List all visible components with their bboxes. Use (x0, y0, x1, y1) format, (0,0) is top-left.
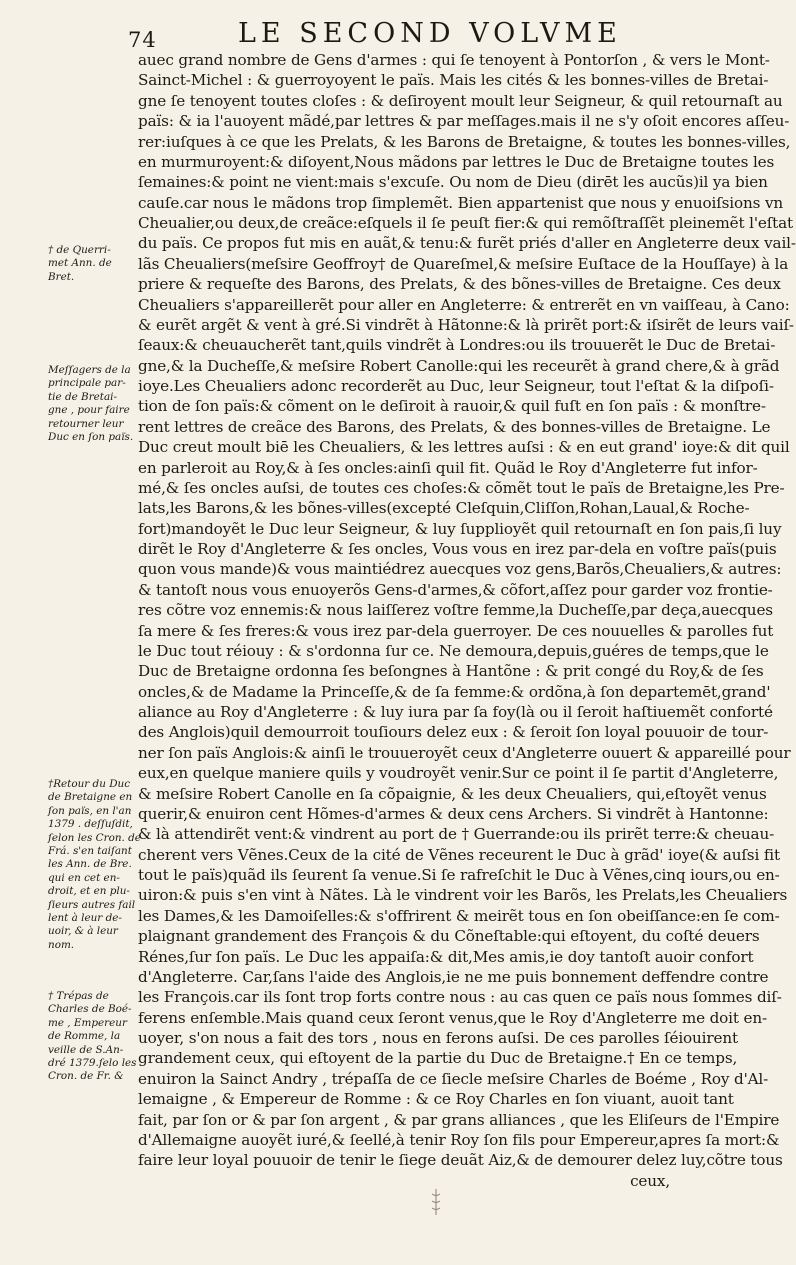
text-line: Cheualier,ou deux,de creãce:eſquels il ſe peuſt fier:& qui remõſtraſſẽt pleinemẽt l'eſtat (138, 214, 793, 232)
margin-note-line: Duc en ſon païs. (48, 431, 134, 444)
text-line: ceux, (630, 1171, 670, 1190)
text-line: Duc creut moult biē les Cheualiers, & les lettres auſsi : & en eut grand' ioye:& dit quil (138, 438, 790, 457)
margin-note-line: Frá. s'en taiſant (48, 845, 132, 858)
running-head: LE SECOND VOLVME (238, 18, 622, 49)
text-line: uiron:& puis s'en vint à Nãtes. Là le vindrent voir les Barõs, les Prelats,les Cheualiers (138, 886, 788, 905)
text-line: d'Angleterre. Car,ſans l'aide des Anglois,ie ne me puis bonnement deffendre contre (138, 967, 769, 986)
margin-note-line: principale par- (48, 377, 126, 390)
margin-note (48, 364, 136, 444)
text-line: le Duc tout réiouy : & s'ordonna ſur ce. Ne demoura,depuis,guéres de temps,que le (138, 641, 769, 660)
margin-note-line: tie de Bretai- (48, 390, 118, 403)
text-line: en parleroit au Roy,& à ſes oncles:ainſi quil fit. Quãd le Roy d'Angleterre fut infor- (138, 458, 758, 477)
margin-note (48, 778, 141, 952)
text-line: les François.car ils ſont trop forts contre nous : au cas quen ce païs nous ſommes diſ- (138, 988, 782, 1007)
text-line: eux,en quelque maniere quils y voudroyẽt venir.Sur ce point il ſe partit d'Angleterre, (138, 764, 779, 783)
margin-note-line: uoir, & à leur (48, 925, 118, 938)
text-line: mé,& ſes oncles auſsi, de toutes ces choſes:& cõmẽt tout le païs de Bretaigne,les Pre- (138, 478, 785, 497)
text-line: les Dames,& les Damoiſelles:& s'offrirent & meirẽt tous en ſon obeiſſance:en ſe com- (138, 906, 780, 925)
text-line: en murmuroyent:& diſoyent,Nous mãdons par lettres le Duc de Bretaigne toutes les (138, 152, 775, 171)
text-line: tion de ſon païs:& cõment on le deſiroit à rauoir,& quil fuſt en ſon païs : & monſtre- (138, 397, 766, 416)
text-line: du païs. Ce propos fut mis en auãt,& tenu:& furẽt priés d'aller en Angleterre deux vail- (138, 234, 796, 253)
margin-note-line: † de Querri- (48, 244, 111, 256)
margin-note-line: nom. (48, 938, 75, 951)
text-line: lats,les Barons,& les bõnes-villes(excepté Cleſquin,Cliſſon,Rohan,Laual,& Roche- (138, 499, 750, 518)
text-line: Cheualiers s'appareillerẽt pour aller en Angleterre: & entrerẽt en vn vaiſſeau, à Cano: (138, 295, 790, 314)
text-line: ſeaux:& cheuaucherẽt tant,quils vindrẽt à Londres:ou ils trouuerẽt le Duc de Bretai- (138, 336, 776, 355)
text-line: & là attendirẽt vent:& vindrent au port de † Guerrande:ou ils prirẽt terre:& cheuau- (138, 825, 775, 844)
text-line: ioye.Les Cheualiers adonc recorderẽt au Duc, leur Seigneur, tout l'eſtat & la diſpoſi- (138, 377, 774, 395)
margin-note-line: ſon païs, en l'an (48, 804, 132, 817)
margin-note-line: dré 1379.ſelo les (48, 1057, 137, 1070)
text-line: lemaigne , & Empereur de Romme : & ce Roy Charles en ſon viuant, auoit tant (138, 1090, 734, 1109)
margin-note-line: †Retour du Duc (48, 778, 131, 790)
text-line: païs: & ia l'auoyent mãdé,par lettres & par meſſages.mais il ne s'y oſoit encores aſſeu- (138, 112, 790, 131)
margin-note-line: veille de S.An- (48, 1043, 124, 1056)
body-text (138, 50, 796, 1191)
margin-note-line: retourner leur (48, 417, 124, 430)
text-line: querir,& enuiron cent Hõmes-d'armes & deux cens Archers. Si vindrẽt à Hantonne: (138, 804, 769, 823)
text-line: ſemaines:& point ne vient:mais s'excuſe. Ou nom de Dieu (dirēt les aucũs)il ya bien (138, 173, 768, 192)
text-line: enuiron la Sainct Andry , trépaſſa de ce ſiecle meſsire Charles de Boéme , Roy d'Al- (138, 1069, 769, 1088)
margin-note-line: gne , pour faire (48, 404, 130, 417)
text-line: lãs Cheualiers(meſsire Geoffroy† de Quareſmel,& meſsire Euſtace de la Houſſaye) à la (138, 254, 789, 273)
text-line: & tantoſt nous vous enuoyerõs Gens-d'armes,& cõfort,aſſez pour garder voz frontie- (138, 580, 773, 599)
text-line: rent lettres de creãce des Barons, des Prelats, & des bonnes-villes de Bretaigne. Le (138, 417, 771, 436)
margin-note-line: † Trépas de (48, 990, 109, 1002)
text-line: d'Allemaigne auoyẽt iuré,& ſeellé,à tenir Roy ſon fils pour Empereur,apres ſa mort:& (138, 1130, 780, 1149)
text-line: ſa mere & ſes freres:& vous irez par-dela guerroyer. De ces nouuelles & parolles fut (138, 621, 774, 640)
margin-note-line: qui en cet en- (48, 871, 120, 884)
text-line: & meſsire Robert Canolle en ſa cõpaignie, & les deux Cheualiers, qui,eſtoyẽt venus (138, 784, 767, 803)
text-line: des Anglois)quil demourroit touſiours delez eux : & ſeroit ſon loyal pouuoir de tour- (138, 723, 769, 742)
text-line: Sainct-Michel : & guerroyoyent le païs. Mais les cités & les bonnes-villes de Bretai- (138, 71, 769, 90)
margin-note-line: 1379 . deſſuſdit, (48, 818, 133, 831)
margin-note-line: ſieurs autres fail (48, 898, 136, 911)
margin-note-line: les Ann. de Bre. (48, 858, 132, 871)
margin-note (48, 244, 136, 284)
text-line: tout le païs)quãd ils ſeurent ſa venue.Si ſe rafreſchit le Duc à Vẽnes,cinq iours,ou en- (138, 866, 780, 884)
text-line: auec grand nombre de Gens d'armes : qui ſe tenoyent à Pontorſon , & vers le Mont- (138, 51, 770, 69)
margin-note-line: droit, et en plu- (48, 885, 130, 898)
text-line: aliance au Roy d'Angleterre : & luy iura par ſa foy(là ou il ſeroit haſtiuemẽt conforté (138, 703, 773, 721)
margin-note-line: de Bretaigne en (48, 791, 133, 804)
text-line: ner ſon païs Anglois:& ainſi le trouueroyẽt ceux d'Angleterre ouuert & appareillé pour (138, 743, 791, 762)
text-line: ferens enſemble.Mais quand ceux ſeront venus,que le Roy d'Angleterre me doit en- (138, 1008, 767, 1027)
text-line: faire leur loyal pouuoir de tenir le ſiege deuãt Aiz,& de demourer delez luy,cõtre tous (138, 1151, 783, 1170)
margin-note (48, 990, 136, 1084)
margin-note-line: Cron. de Fr. & (48, 1070, 124, 1083)
text-line: cauſe.car nous le mãdons trop ſimplemẽt. Bien appartenist que nous y enuoiſsions vn (138, 193, 784, 212)
text-line: oncles,& de Madame la Princeſſe,& de ſa femme:& ordõna,à ſon departemēt,grand' (138, 682, 771, 701)
text-line: Duc de Bretaigne ordonna ſes beſongnes à Hantõne : & prit congé du Roy,& de ſes (138, 662, 764, 681)
text-line: fort)mandoyẽt le Duc leur Seigneur, & luy ſupplioyẽt quil retournaſt en ſon pais,ſi luy (138, 519, 782, 538)
margin-note-line: ſelon les Cron. de (48, 831, 141, 844)
text-line: gne ſe tenoyent toutes cloſes : & deſiroyent moult leur Seigneur, & quil retournaſt au (138, 91, 783, 110)
text-line: priere & requeſte des Barons, des Prelats, & des bõnes-villes de Bretaigne. Ces deux (138, 275, 781, 294)
margin-note-line: Bret. (48, 270, 75, 283)
text-line: & eurẽt argẽt & vent à gré.Si vindrẽt à Hãtonne:& là prirẽt port:& iſsirẽt de leurs vaiſ- (138, 315, 794, 334)
text-line: grandement ceux, qui eſtoyent de la partie du Duc de Bretaigne.† En ce temps, (138, 1049, 738, 1068)
margin-note-line: lent à leur de- (48, 912, 122, 925)
text-line: cherent vers Vẽnes.Ceux de la cité de Vẽnes receurent le Duc à grãd' ioye(& auſsi fit (138, 845, 780, 864)
margin-note-line: me , Empereur (48, 1016, 127, 1029)
page-number: 74 (128, 28, 157, 52)
margin-note-line: Charles de Boé- (48, 1003, 132, 1016)
ornament-icon (430, 1188, 442, 1216)
margin-note-line: Meſſagers de la (48, 364, 131, 376)
text-line: res cõtre voz ennemis:& nous laiſſerez voſtre femme,la Ducheſſe,par deça,auecques (138, 601, 773, 620)
text-line: dirẽt le Roy d'Angleterre & ſes oncles, Vous vous en irez par-dela en voſtre païs(puis (138, 540, 777, 558)
text-line: Rénes,ſur ſon païs. Le Duc les appaiſa:& dit,Mes amis,ie doy tantoſt auoir confort (138, 947, 754, 966)
text-line: quon vous mande)& vous maintiédrez auecques voz gens,Barõs,Cheualiers,& autres: (138, 560, 782, 579)
text-line: fait, par ſon or & par ſon argent , & par grans alliances , que les Eliſeurs de l'Empire (138, 1110, 780, 1129)
margin-note-line: met Ann. de (48, 257, 112, 270)
text-line: gne,& la Ducheſſe,& meſsire Robert Canolle:qui les receurẽt à grand chere,& à grãd (138, 356, 780, 375)
margin-note-line: de Romme, la (48, 1030, 121, 1043)
text-line: plaignant grandement des François & du Cõneſtable:qui eſtoyent, du coſté deuers (138, 927, 760, 946)
text-line: uoyer, s'on nous a fait des tors , nous en ferons auſsi. De ces parolles ſéiouirent (138, 1029, 738, 1047)
text-line: rer:iuſques à ce que les Prelats, & les Barons de Bretaigne, & toutes les bonnes-villes, (138, 132, 791, 151)
